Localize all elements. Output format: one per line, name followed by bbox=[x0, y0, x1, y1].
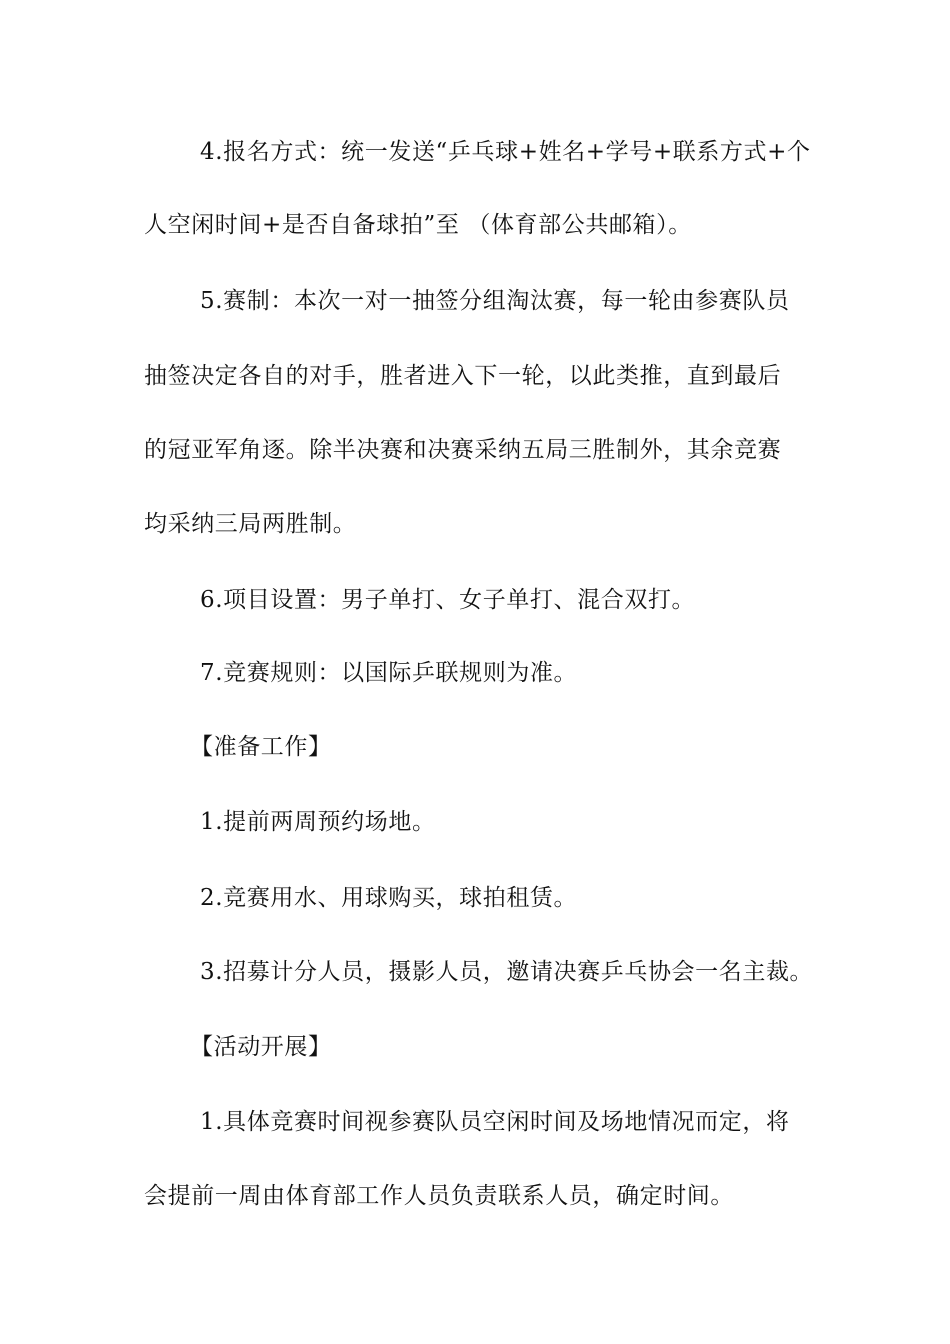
format-line-2: 抽签决定各自的对手，胜者进入下一轮，以此类推，直到最后 bbox=[144, 363, 782, 389]
preparation-heading: 【准备工作】 bbox=[190, 734, 332, 760]
format-line-3: 的冠亚军角逐。除半决赛和决赛采纳五局三胜制外，其余竞赛 bbox=[144, 437, 782, 463]
competition-rules-line: 7.竞赛规则：以国际乒联规则为准。 bbox=[200, 660, 578, 686]
preparation-item-3: 3.招募计分人员，摄影人员，邀请决赛乒乓协会一名主裁。 bbox=[200, 959, 814, 985]
format-line-4: 均采纳三局两胜制。 bbox=[144, 511, 357, 537]
registration-method-line-2: 人空闲时间+是否自备球拍”至 （体育部公共邮箱）。 bbox=[144, 212, 692, 238]
format-line-1: 5.赛制：本次一对一抽签分组淘汰赛，每一轮由参赛队员 bbox=[200, 288, 790, 314]
registration-method-line-1: 4.报名方式：统一发送“乒乓球+姓名+学号+联系方式+个 bbox=[200, 139, 811, 165]
events-setup-line: 6.项目设置：男子单打、女子单打、混合双打。 bbox=[200, 587, 696, 613]
activity-heading: 【活动开展】 bbox=[190, 1034, 332, 1060]
preparation-item-2: 2.竞赛用水、用球购买，球拍租赁。 bbox=[200, 885, 578, 911]
activity-item-1-line-2: 会提前一周由体育部工作人员负责联系人员，确定时间。 bbox=[144, 1183, 734, 1209]
preparation-item-1: 1.提前两周预约场地。 bbox=[200, 809, 436, 835]
activity-item-1-line-1: 1.具体竞赛时间视参赛队员空闲时间及场地情况而定，将 bbox=[200, 1109, 790, 1135]
